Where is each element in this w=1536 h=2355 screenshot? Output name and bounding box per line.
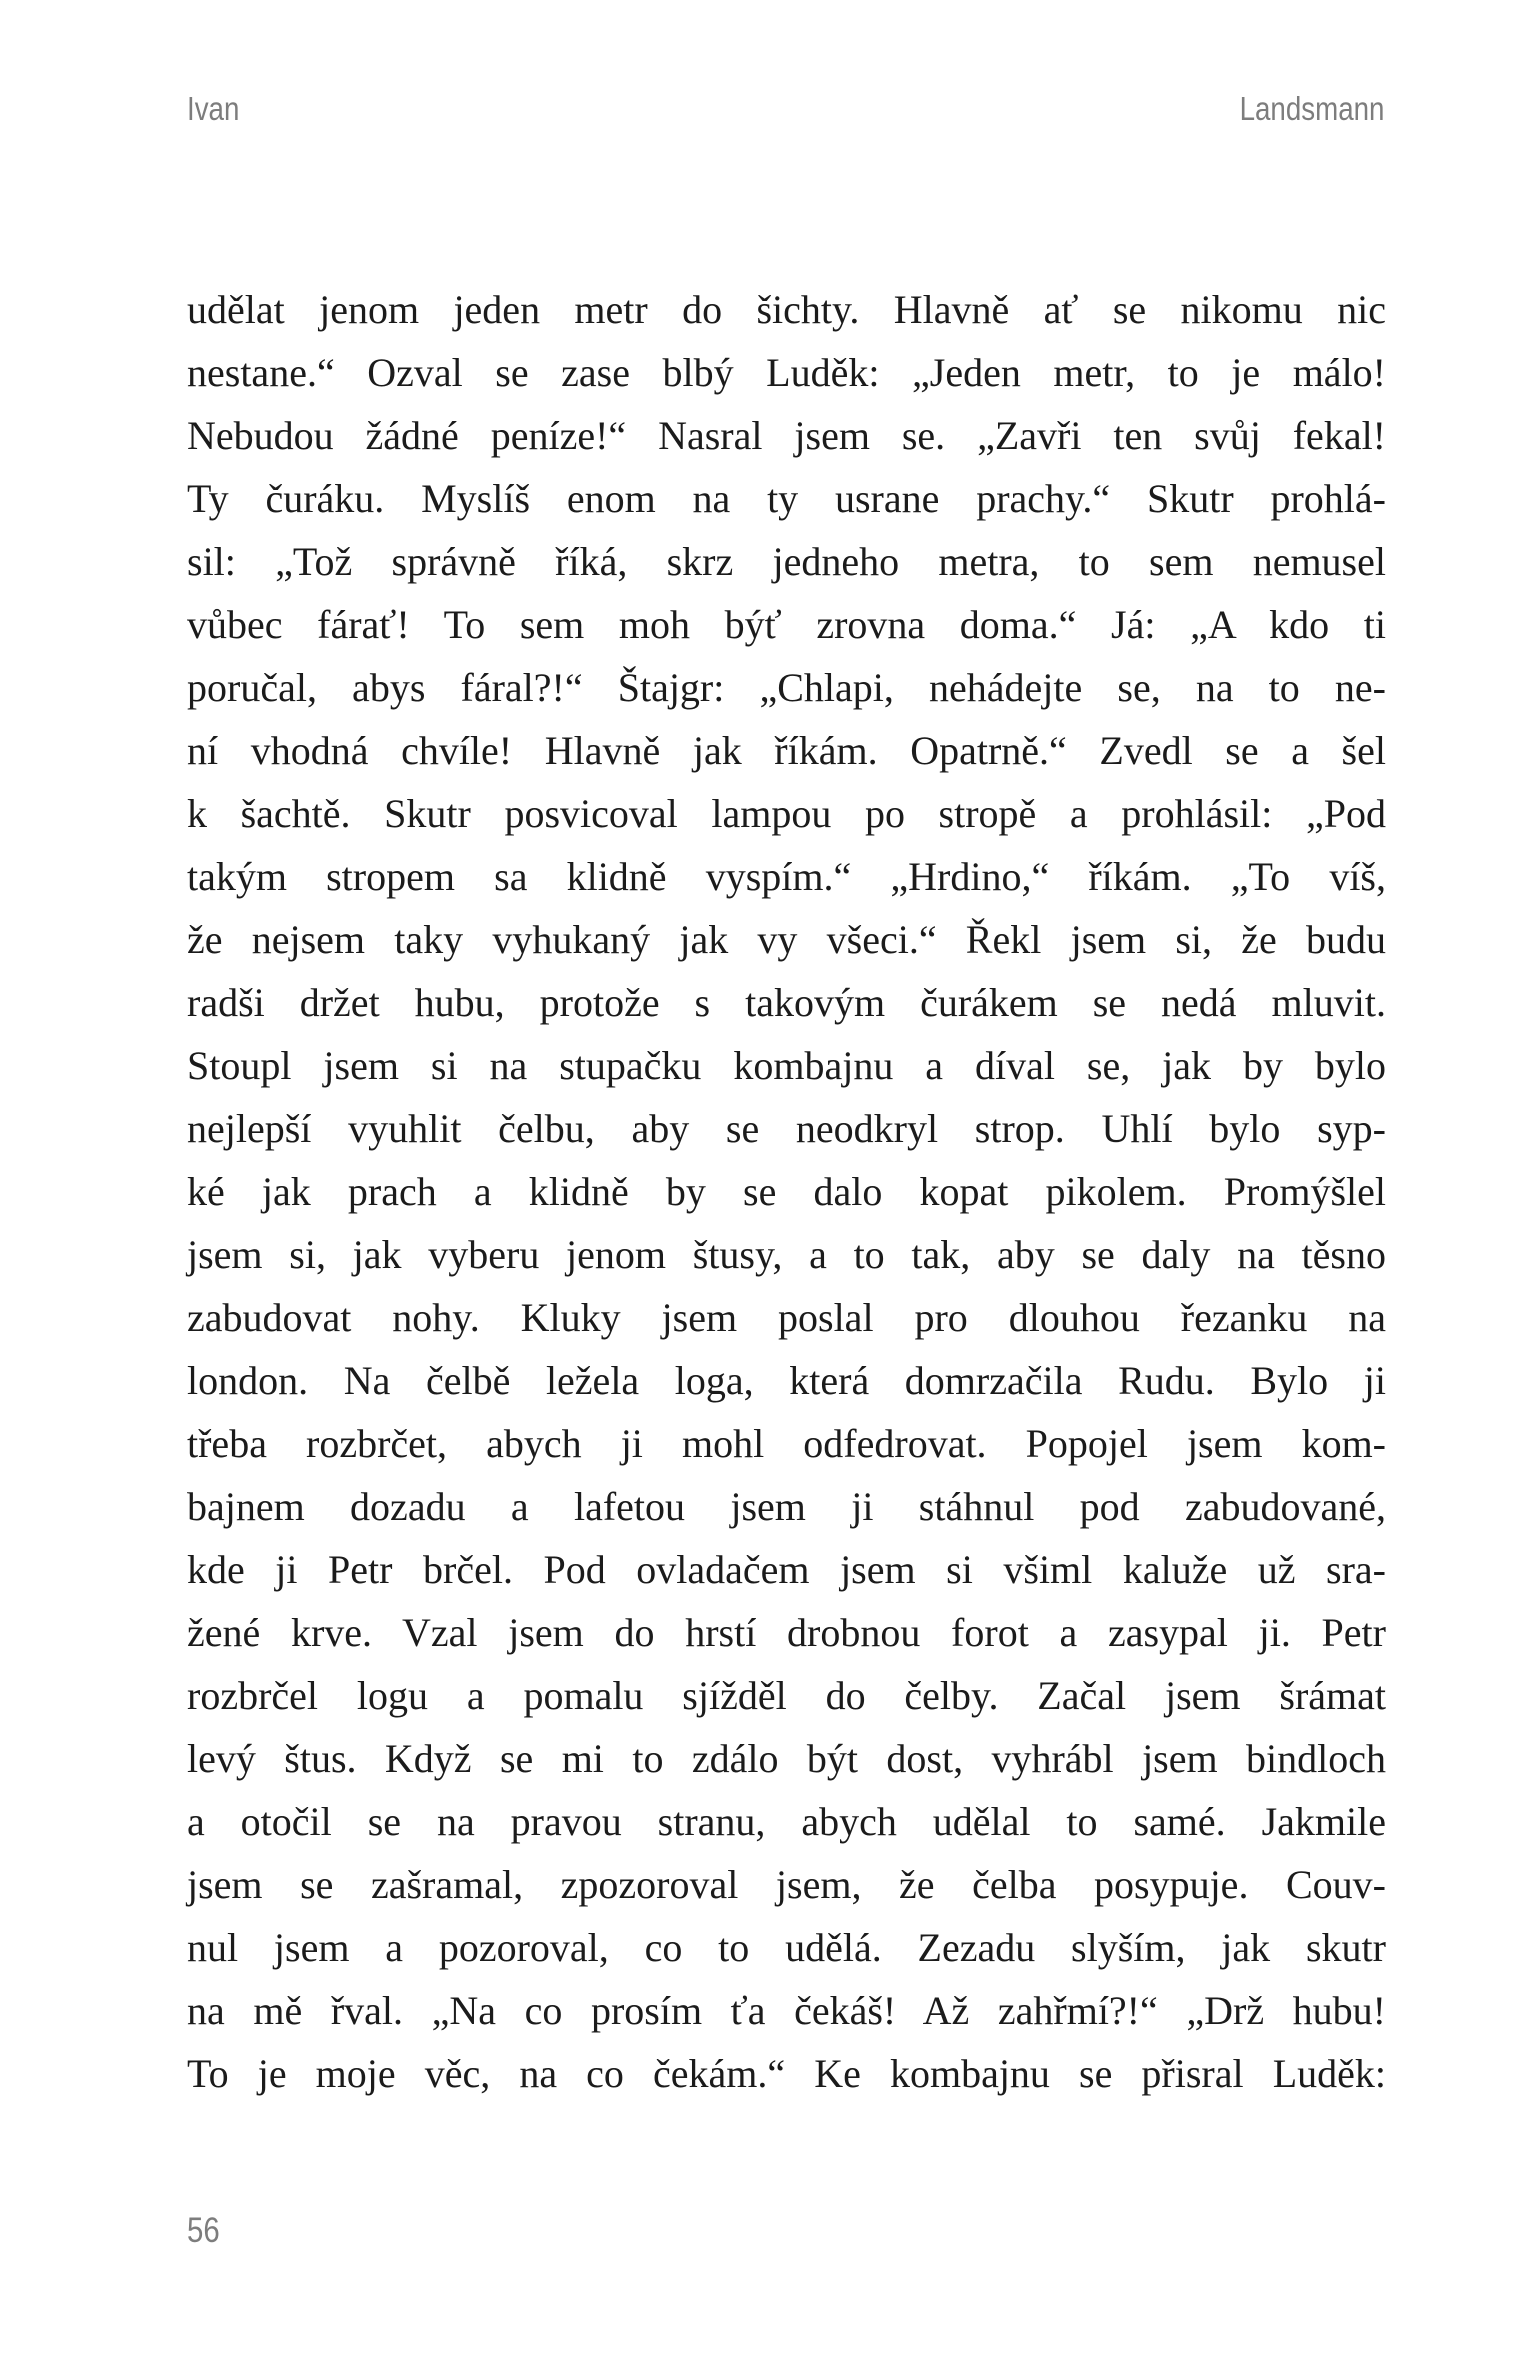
text-line: že nejsem taky vyhukaný jak vy všeci.“ Řekl jsem si, že budu <box>187 917 1386 962</box>
header-author-first-name: Ivan <box>187 90 240 127</box>
text-line: takým stropem sa klidně vyspím.“ „Hrdino,“ říkám. „To víš, <box>187 854 1386 899</box>
text-line: kde ji Petr brčel. Pod ovladačem jsem si všiml kaluže už sra- <box>187 1547 1386 1592</box>
text-line: To je moje věc, na co čekám.“ Ke kombajnu se přisral Luděk: <box>187 2051 1386 2096</box>
text-line: a otočil se na pravou stranu, abych udělal to samé. Jakmile <box>187 1799 1386 1844</box>
text-line: ké jak prach a klidně by se dalo kopat pikolem. Promýšlel <box>187 1169 1386 1214</box>
text-line: sil: „Tož správně říká, skrz jedneho metra, to sem nemusel <box>187 539 1386 584</box>
page-number: 56 <box>187 2211 220 2250</box>
text-line: rozbrčel logu a pomalu sjížděl do čelby. Začal jsem šrámat <box>187 1673 1386 1718</box>
text-line: london. Na čelbě ležela loga, která domrzačila Rudu. Bylo ji <box>187 1358 1386 1403</box>
text-line: nejlepší vyuhlit čelbu, aby se neodkryl strop. Uhlí bylo syp- <box>187 1106 1386 1151</box>
text-line: Ty čuráku. Myslíš enom na ty usrane prachy.“ Skutr prohlá- <box>187 476 1386 521</box>
text-line: na mě řval. „Na co prosím ťa čekáš! Až zahřmí?!“ „Drž hubu! <box>187 1988 1386 2033</box>
text-line: levý štus. Když se mi to zdálo být dost, vyhrábl jsem bindloch <box>187 1736 1386 1781</box>
text-line: Stoupl jsem si na stupačku kombajnu a díval se, jak by bylo <box>187 1043 1386 1088</box>
text-line: radši držet hubu, protože s takovým čurákem se nedá mluvit. <box>187 980 1386 1025</box>
text-line: poručal, abys fáral?!“ Štajgr: „Chlapi, nehádejte se, na to ne- <box>187 665 1386 710</box>
text-line: bajnem dozadu a lafetou jsem ji stáhnul pod zabudované, <box>187 1484 1386 1529</box>
text-line: k šachtě. Skutr posvicoval lampou po stropě a prohlásil: „Pod <box>187 791 1386 836</box>
text-line: nestane.“ Ozval se zase blbý Luděk: „Jeden metr, to je málo! <box>187 350 1386 395</box>
text-block <box>187 278 1386 2105</box>
text-line: jsem si, jak vyberu jenom štusy, a to tak, aby se daly na těsno <box>187 1232 1386 1277</box>
text-line: vůbec fárať! To sem moh býť zrovna doma.“ Já: „A kdo ti <box>187 602 1386 647</box>
text-line: třeba rozbrčet, abych ji mohl odfedrovat. Popojel jsem kom- <box>187 1421 1386 1466</box>
text-line: Nebudou žádné peníze!“ Nasral jsem se. „Zavři ten svůj fekal! <box>187 413 1386 458</box>
text-line: žené krve. Vzal jsem do hrstí drobnou forot a zasypal ji. Petr <box>187 1610 1386 1655</box>
text-line: nul jsem a pozoroval, co to udělá. Zezadu slyším, jak skutr <box>187 1925 1386 1970</box>
text-line: jsem se zašramal, zpozoroval jsem, že čelba posypuje. Couv- <box>187 1862 1386 1907</box>
text-line: ní vhodná chvíle! Hlavně jak říkám. Opatrně.“ Zvedl se a šel <box>187 728 1386 773</box>
running-header <box>187 92 1384 125</box>
text-line: udělat jenom jeden metr do šichty. Hlavně ať se nikomu nic <box>187 287 1386 332</box>
text-line: zabudovat nohy. Kluky jsem poslal pro dlouhou řezanku na <box>187 1295 1386 1340</box>
header-author-last-name: Landsmann <box>1239 90 1384 127</box>
